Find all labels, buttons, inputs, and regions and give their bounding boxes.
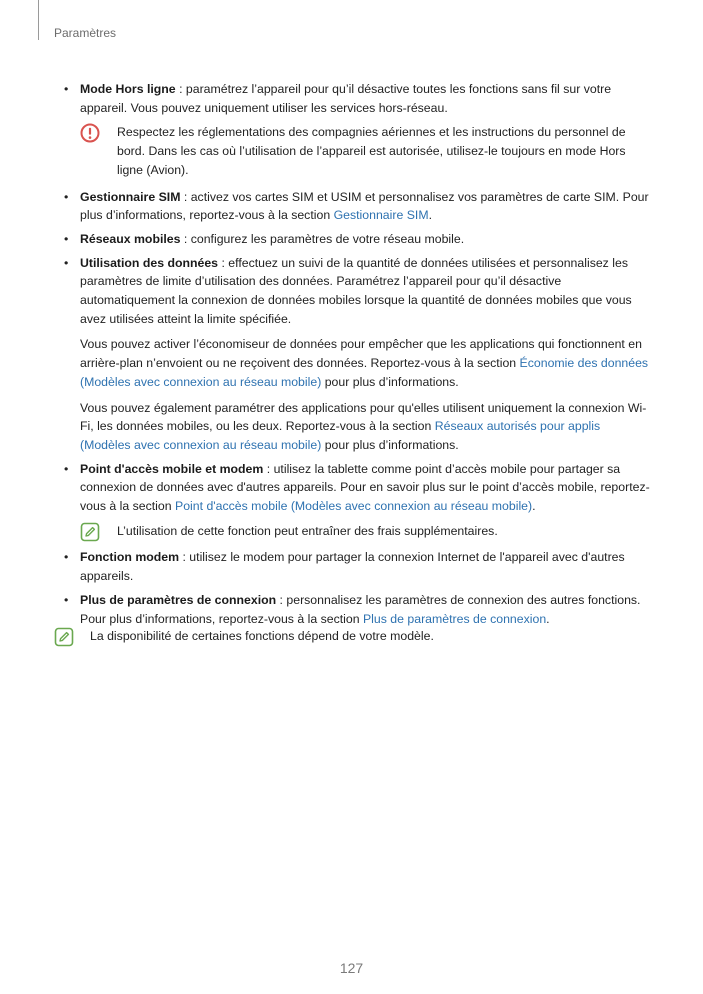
bullet: • bbox=[64, 461, 69, 476]
link-point-acces-mobile[interactable]: Point d'accès mobile (Modèles avec connexion au réseau mobile) bbox=[175, 499, 533, 514]
item-text: : activez vos cartes SIM et USIM et personnalisez vos paramètres de carte SIM. Pour plus d’informations, reportez-vous à la section bbox=[80, 189, 649, 223]
item-term: Gestionnaire SIM bbox=[80, 189, 181, 204]
link-plus-parametres-connexion[interactable]: Plus de paramètres de connexion bbox=[362, 611, 547, 626]
paragraph-text: Vous pouvez activer l’économiseur de données pour empêcher que les applications qui fonctionnent en arrière-plan n’envoient ou ne reçoivent des données. Reportez-vous à la section bbox=[80, 337, 642, 371]
bullet: • bbox=[64, 592, 69, 607]
list-item-point-acces bbox=[64, 460, 654, 541]
list-item-fonction-modem bbox=[64, 548, 654, 585]
global-note bbox=[54, 627, 690, 646]
item-term: Réseaux mobiles bbox=[80, 231, 181, 246]
item-text: : utilisez la tablette comme point d’accès mobile pour partager sa connexion de données avec d'autres appareils. Pour en savoir plus sur le point d’accès mobile, reportez-vous à la section bbox=[80, 461, 650, 514]
item-text: : utilisez le modem pour partager la connexion Internet de l'appareil avec d'autres appareils. bbox=[80, 550, 625, 584]
info-note bbox=[80, 522, 654, 541]
item-text: : configurez les paramètres de votre réseau mobile. bbox=[180, 231, 465, 246]
item-text-after: . bbox=[428, 208, 433, 223]
page-header-title: Paramètres bbox=[54, 26, 117, 40]
bullet: • bbox=[64, 231, 69, 246]
item-text: : paramétrez l’appareil pour qu’il désactive toutes les fonctions sans fil sur votre appareil. Vous pouvez uniquement utiliser les services hors-réseau. bbox=[80, 82, 612, 115]
warning-note bbox=[80, 123, 654, 179]
paragraph-text-after: pour plus d’informations. bbox=[321, 374, 459, 389]
item-term: Point d'accès mobile et modem bbox=[80, 461, 264, 476]
bullet: • bbox=[64, 82, 69, 96]
header-rule bbox=[38, 0, 39, 40]
paragraph-text-after: pour plus d’informations. bbox=[321, 437, 459, 452]
note-pencil-icon bbox=[54, 627, 74, 653]
page-number: 127 bbox=[339, 960, 364, 976]
link-reseaux-autorises[interactable]: Réseaux autorisés pour applis (Modèles avec connexion au réseau mobile) bbox=[80, 419, 601, 452]
bullet: • bbox=[64, 550, 69, 565]
item-text: : personnalisez les paramètres de connexion des autres fonctions. Pour plus d’informations, reportez-vous à la section bbox=[80, 592, 641, 626]
list-item-mode-hors-ligne bbox=[64, 80, 654, 180]
item-term: Mode Hors ligne bbox=[80, 82, 176, 96]
bullet: • bbox=[64, 255, 69, 270]
item-term: Plus de paramètres de connexion bbox=[80, 592, 277, 607]
note-pencil-icon bbox=[80, 522, 100, 548]
bullet: • bbox=[64, 189, 69, 204]
paragraph-economiseur bbox=[80, 335, 654, 391]
list-item-reseaux-mobiles bbox=[64, 230, 654, 249]
item-term: Fonction modem bbox=[80, 550, 180, 565]
item-term: Utilisation des données bbox=[80, 255, 219, 270]
note-text: L’utilisation de cette fonction peut entraîner des frais supplémentaires. bbox=[117, 523, 498, 538]
settings-list bbox=[64, 80, 654, 633]
list-item-gestionnaire-sim bbox=[64, 188, 654, 225]
paragraph-reseaux-autorises bbox=[80, 399, 654, 455]
link-economie-donnees[interactable]: Économie des données (Modèles avec connexion au réseau mobile) bbox=[80, 356, 649, 389]
item-text-after: . bbox=[546, 611, 550, 626]
link-gestionnaire-sim[interactable]: Gestionnaire SIM bbox=[333, 208, 429, 223]
global-note-text: La disponibilité de certaines fonctions dépend de votre modèle. bbox=[90, 629, 434, 643]
warning-text: Respectez les réglementations des compagnies aériennes et les instructions du personnel de bord. Dans les cas où l’utilisation de l’appareil est autorisée, utilisez-le toujours en mode Hors ligne (Avion). bbox=[117, 125, 626, 177]
caution-icon bbox=[80, 123, 100, 149]
list-item-utilisation-donnees bbox=[64, 254, 654, 455]
item-text: : effectuez un suivi de la quantité de données utilisées et personnalisez les paramètres de limite d’utilisation des données. Paramétrez l’appareil pour qu’il désactive automatiquement la connexion de données mobiles lorsque la quantité de données mobiles que vous avez utilisées atteint la limite spécifiée. bbox=[80, 255, 632, 326]
paragraph-text: Vous pouvez également paramétrer des applications pour qu'elles utilisent uniquement la connexion Wi-Fi, les données mobiles, ou les deux. Reportez-vous à la section bbox=[80, 400, 647, 434]
item-text-after: . bbox=[532, 499, 536, 514]
list-item-plus-parametres bbox=[64, 591, 654, 628]
